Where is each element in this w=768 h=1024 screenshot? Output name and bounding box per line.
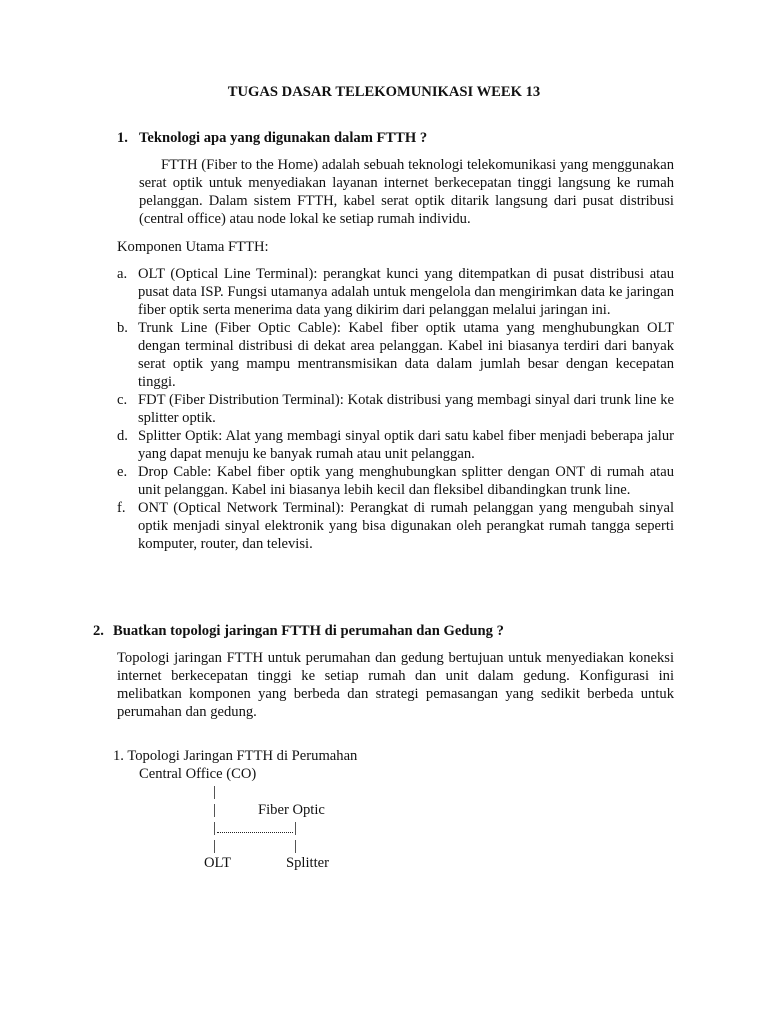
list-marker: a. <box>117 266 128 282</box>
list-marker: d. <box>117 428 128 444</box>
list-item-text: Trunk Line (Fiber Optic Cable): Kabel fiber optik utama yang menghubungkan OLT dengan terminal distribusi di dekat area pelanggan. Kabel ini biasanya terdiri dari banyak serat optik yang mampu mentransmisikan data dalam jumlah besar dengan kecepatan tinggi. <box>138 320 674 390</box>
diagram-pipe: | <box>213 802 216 818</box>
question-2-number: 2. <box>93 623 104 639</box>
list-marker: b. <box>117 320 128 336</box>
diagram-splitter: Splitter <box>286 855 329 871</box>
diagram-pipe: | <box>294 820 297 836</box>
list-item-text: ONT (Optical Network Terminal): Perangkat di rumah pelanggan yang mengubah sinyal optik menjadi sinyal elektronik yang bisa digunakan oleh perangkat rumah tangga seperti komputer, router, dan televisi. <box>138 500 674 552</box>
list-item <box>117 319 674 391</box>
diagram-olt: OLT <box>204 855 232 871</box>
list-marker: c. <box>117 392 128 408</box>
diagram-pipe: | <box>213 784 216 800</box>
components-list <box>117 265 674 553</box>
question-1-number: 1. <box>117 130 128 146</box>
document-title: TUGAS DASAR TELEKOMUNIKASI WEEK 13 <box>227 84 541 100</box>
list-item-text: Drop Cable: Kabel fiber optik yang menghubungkan splitter dengan ONT di rumah atau unit pelanggan. Kabel ini biasanya lebih kecil dan fleksibel dibandingkan trunk line. <box>138 464 674 498</box>
list-item <box>117 427 674 463</box>
sub-heading: 1. Topologi Jaringan FTTH di Perumahan <box>113 748 358 764</box>
list-marker: f. <box>117 500 126 516</box>
diagram-pipe: | <box>213 820 216 836</box>
list-item <box>117 499 674 553</box>
question-2-intro: Topologi jaringan FTTH untuk perumahan dan gedung bertujuan untuk menyediakan koneksi internet berkecepatan tinggi ke setiap rumah dan unit dalam gedung. Konfigurasi ini melibatkan komponen yang berbeda dan strategi pemasangan yang sedikit berbeda untuk perumahan dan gedung. <box>117 650 674 720</box>
diagram-pipe: | <box>294 838 297 854</box>
list-item <box>117 391 674 427</box>
components-label: Komponen Utama FTTH: <box>117 239 269 255</box>
diagram-dotted-link <box>217 832 293 833</box>
diagram-fiber-optic-label: Fiber Optic <box>258 802 325 818</box>
list-item <box>117 463 674 499</box>
question-1-intro: FTTH (Fiber to the Home) adalah sebuah teknologi telekomunikasi yang menggunakan serat optik untuk menyediakan layanan internet berkecepatan tinggi langsung ke rumah pelanggan. Dalam sistem FTTH, kabel serat optik ditarik langsung dari pusat distribusi (central office) atau node lokal ke setiap rumah individu. <box>139 157 674 227</box>
list-item <box>117 265 674 319</box>
list-item-text: Splitter Optik: Alat yang membagi sinyal optik dari satu kabel fiber menjadi beberapa jalur yang dapat menuju ke banyak rumah atau unit pelanggan. <box>138 428 674 462</box>
list-item-text: OLT (Optical Line Terminal): perangkat kunci yang ditempatkan di pusat distribusi atau pusat data ISP. Fungsi utamanya adalah untuk mengelola dan mengirimkan data ke jaringan fiber optik serta menerima data yang dikirim dari pelanggan melalui jaringan ini. <box>138 266 674 318</box>
list-item-text: FDT (Fiber Distribution Terminal): Kotak distribusi yang membagi sinyal dari trunk line ke splitter optik. <box>138 392 674 426</box>
question-2-heading: Buatkan topologi jaringan FTTH di perumahan dan Gedung ? <box>113 623 504 639</box>
diagram-pipe: | <box>213 838 216 854</box>
diagram-central-office: Central Office (CO) <box>139 766 257 782</box>
question-1-heading: Teknologi apa yang digunakan dalam FTTH ? <box>139 130 428 146</box>
list-marker: e. <box>117 464 128 480</box>
